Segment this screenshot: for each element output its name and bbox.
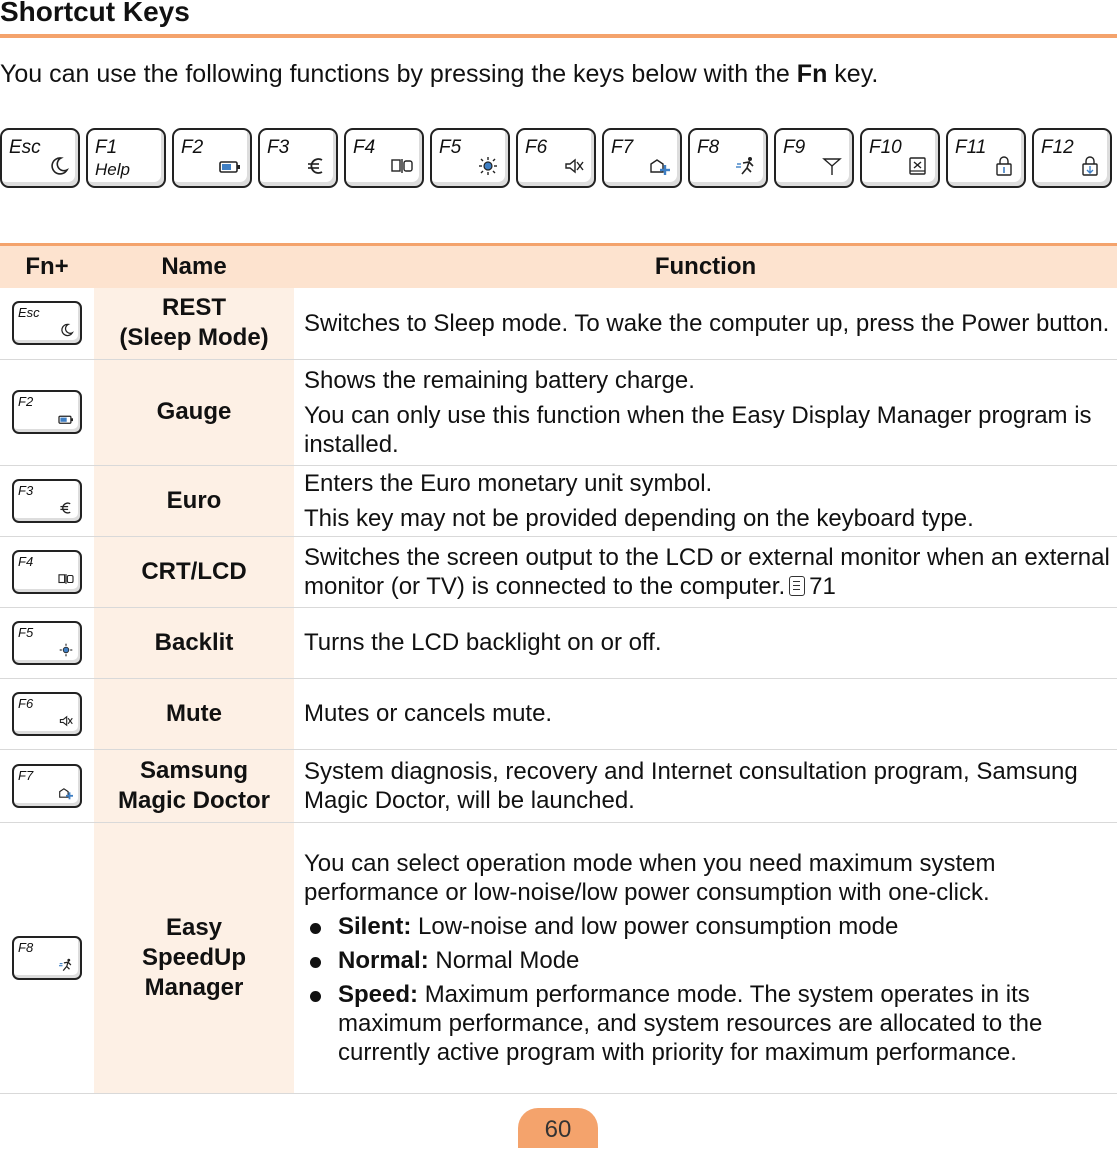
row-name: Gauge xyxy=(94,359,294,465)
row-function: You can select operation mode when you need maximum system performance or low-noise/low power consumption with one-click. Silent: Low-noise and low power consumption mode Normal: Normal Mode Speed: Maximum performance mode. The system operates in its maximum performance, and system resources are allocated to the currently active program with priority for maximum performance. xyxy=(294,822,1117,1093)
header-name: Name xyxy=(94,246,294,288)
moon-icon xyxy=(47,156,69,176)
row-name: CRT/LCD xyxy=(94,536,294,607)
num-lock-icon xyxy=(993,156,1015,176)
magic-doctor-icon xyxy=(58,786,74,800)
table-row xyxy=(0,607,1117,678)
key-f6: F6 xyxy=(516,128,596,188)
key-f10: F10 xyxy=(860,128,940,188)
table-row xyxy=(0,678,1117,749)
key-f4-thumb: F4 xyxy=(12,550,82,594)
row-function: Mutes or cancels mute. xyxy=(294,678,1117,749)
key-f1: F1 Help xyxy=(86,128,166,188)
row-name: REST (Sleep Mode) xyxy=(94,288,294,359)
mute-icon xyxy=(58,714,74,728)
key-f9: F9 xyxy=(774,128,854,188)
row-function: Switches to Sleep mode. To wake the computer up, press the Power button. xyxy=(294,288,1117,359)
table-row xyxy=(0,749,1117,822)
key-f5: F5 xyxy=(430,128,510,188)
list-item: Speed: Maximum performance mode. The system operates in its maximum performance, and system resources are allocated to the currently active program with priority for maximum performance. xyxy=(304,980,1117,1067)
euro-icon xyxy=(58,501,74,515)
key-f4: F4 xyxy=(344,128,424,188)
table-row xyxy=(0,536,1117,607)
key-f5-thumb: F5 xyxy=(12,621,82,665)
table-row xyxy=(0,288,1117,359)
list-item: Silent: Low-noise and low power consumption mode xyxy=(304,912,1117,941)
intro-text: You can use the following functions by pressing the keys below with the Fn key. xyxy=(0,60,879,88)
table-row xyxy=(0,822,1117,1093)
antenna-icon xyxy=(821,156,843,176)
key-f2: F2 xyxy=(172,128,252,188)
row-function: Enters the Euro monetary unit symbol. This key may not be provided depending on the keyboard type. xyxy=(294,465,1117,536)
magic-doctor-icon xyxy=(649,156,671,176)
header-function: Function xyxy=(294,246,1117,288)
battery-icon xyxy=(219,156,241,176)
bullet-icon xyxy=(310,957,321,968)
table-row xyxy=(0,359,1117,465)
key-f6-thumb: F6 xyxy=(12,692,82,736)
row-name: Easy SpeedUp Manager xyxy=(94,822,294,1093)
table-row xyxy=(0,465,1117,536)
row-name: Backlit xyxy=(94,607,294,678)
crt-lcd-icon xyxy=(58,572,74,586)
row-name: Samsung Magic Doctor xyxy=(94,749,294,822)
touchpad-off-icon xyxy=(907,156,929,176)
sun-icon xyxy=(477,156,499,176)
row-name: Mute xyxy=(94,678,294,749)
key-f7-thumb: F7 xyxy=(12,764,82,808)
page-ref-icon xyxy=(789,576,805,596)
header-fn: Fn+ xyxy=(0,246,94,288)
sun-icon xyxy=(58,643,74,657)
key-f3-thumb: F3 xyxy=(12,479,82,523)
page-number: 60 xyxy=(518,1108,598,1148)
key-esc: Esc xyxy=(0,128,80,188)
runner-icon xyxy=(735,156,757,176)
key-f8: F8 xyxy=(688,128,768,188)
title-rule xyxy=(0,34,1117,38)
key-f3: F3 xyxy=(258,128,338,188)
row-function: Switches the screen output to the LCD or external monitor when an external monitor (or TV) is connected to the computer. 71 xyxy=(294,536,1117,607)
table-header-row xyxy=(0,246,1117,288)
scroll-lock-icon xyxy=(1079,156,1101,176)
row-function: Shows the remaining battery charge. You can only use this function when the Easy Display Manager program is installed. xyxy=(294,359,1117,465)
list-item: Normal: Normal Mode xyxy=(304,946,1117,975)
key-f11: F11 xyxy=(946,128,1026,188)
shortcut-table xyxy=(0,246,1117,1094)
key-f8-thumb: F8 xyxy=(12,936,82,980)
mode-list xyxy=(304,912,1117,1067)
crt-lcd-icon xyxy=(391,156,413,176)
moon-icon xyxy=(58,323,74,337)
key-f12: F12 xyxy=(1032,128,1112,188)
bullet-icon xyxy=(310,923,321,934)
euro-icon xyxy=(305,156,327,176)
battery-icon xyxy=(58,412,74,426)
key-f2-thumb: F2 xyxy=(12,390,82,434)
row-function: System diagnosis, recovery and Internet consultation program, Samsung Magic Doctor, will be launched. xyxy=(294,749,1117,822)
page-ref: 71 xyxy=(809,572,836,600)
function-key-row xyxy=(0,128,1117,192)
key-esc-thumb: Esc xyxy=(12,301,82,345)
fn-key-text: Fn xyxy=(796,60,828,88)
runner-icon xyxy=(58,958,74,972)
key-f7: F7 xyxy=(602,128,682,188)
row-name: Euro xyxy=(94,465,294,536)
page-title: Shortcut Keys xyxy=(0,0,190,27)
bullet-icon xyxy=(310,991,321,1002)
row-function: Turns the LCD backlight on or off. xyxy=(294,607,1117,678)
mute-icon xyxy=(563,156,585,176)
